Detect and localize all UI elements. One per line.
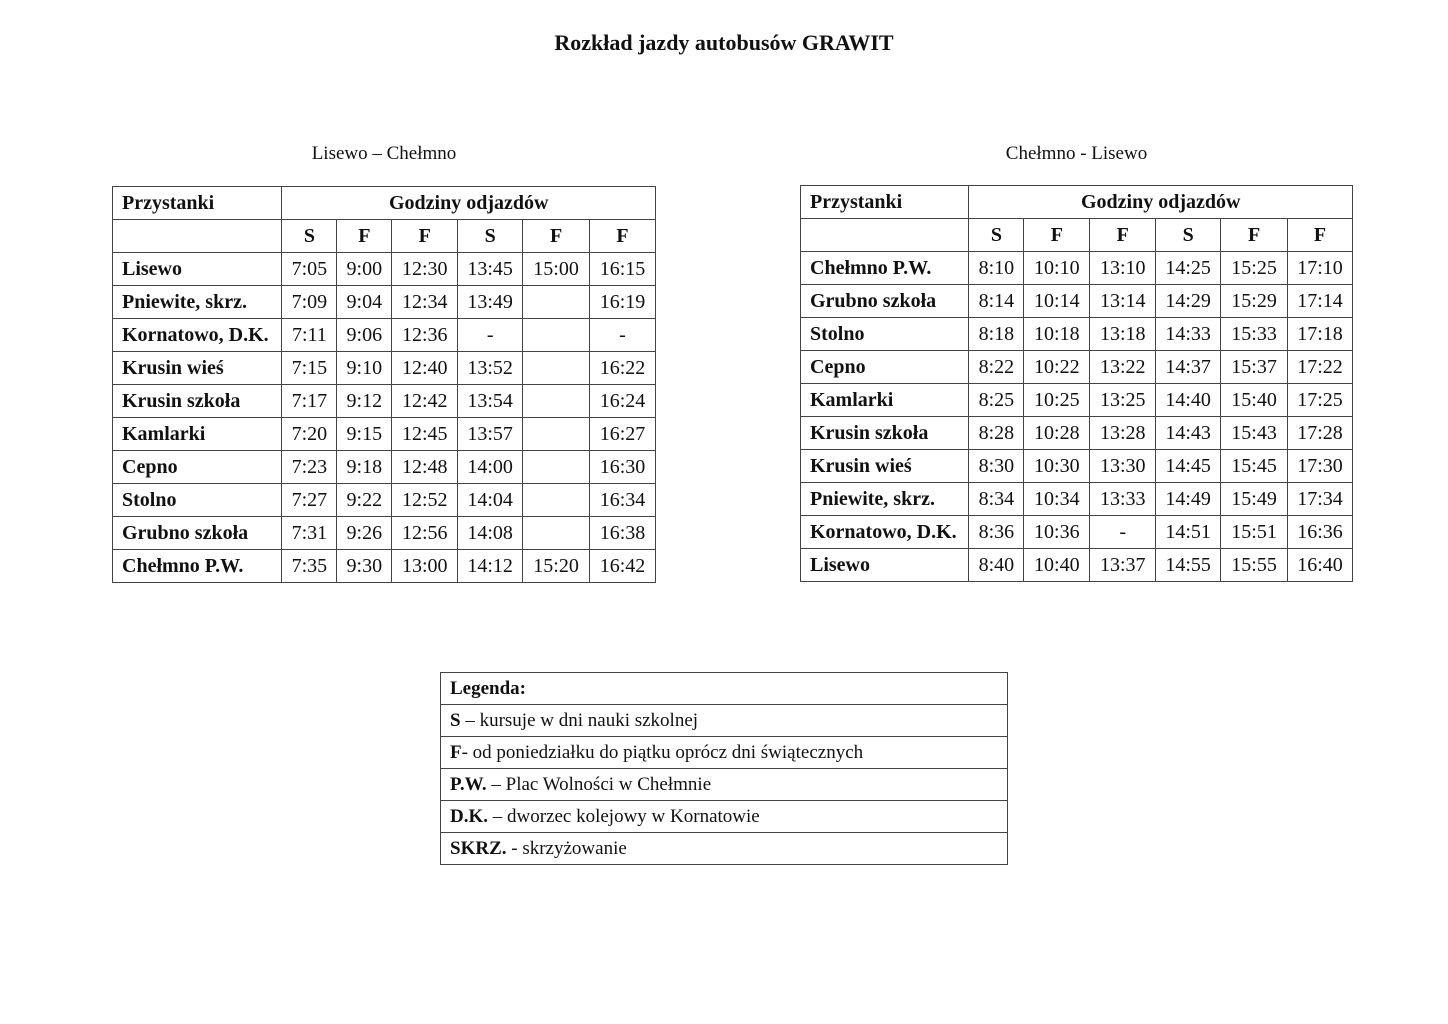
departure-time: 15:33 [1221,318,1288,351]
stop-name: Chełmno P.W. [801,252,969,285]
stop-row [801,483,1353,516]
departure-time: 7:09 [282,286,337,319]
stop-row [801,351,1353,384]
day-type-cell: S [1156,219,1221,252]
departure-time: 15:43 [1221,417,1288,450]
departure-time: 7:27 [282,484,337,517]
departure-time: 16:24 [590,385,656,418]
departure-time: 10:22 [1024,351,1090,384]
departure-time: 9:12 [337,385,392,418]
legend-row [441,737,1008,769]
departure-time: 13:00 [392,550,458,583]
day-type-cell: F [1024,219,1090,252]
departure-time: 12:30 [392,253,458,286]
stop-row [113,484,656,517]
timetable-chelmno-lisewo [800,185,1353,582]
departure-time: 17:18 [1288,318,1353,351]
departure-time [523,319,590,352]
header-row [801,186,1353,219]
stop-name: Kamlarki [801,384,969,417]
departure-time: 12:34 [392,286,458,319]
departure-time: 8:28 [969,417,1024,450]
departure-time: 8:40 [969,549,1024,582]
stop-row [113,385,656,418]
departure-time: 13:22 [1090,351,1156,384]
departure-time: 13:30 [1090,450,1156,483]
day-type-cell: S [458,220,523,253]
departure-time: 10:28 [1024,417,1090,450]
day-type-cell: S [282,220,337,253]
legend-heading-row [441,673,1008,705]
departure-time: 10:14 [1024,285,1090,318]
stop-row [113,550,656,583]
day-type-cell: F [590,220,656,253]
departure-time: 13:18 [1090,318,1156,351]
departure-time: 13:54 [458,385,523,418]
departure-time: 9:26 [337,517,392,550]
departure-time: 13:14 [1090,285,1156,318]
legend-row [441,769,1008,801]
route-title-chelmno-lisewo: Chełmno - Lisewo [1005,143,1148,164]
stop-name: Lisewo [801,549,969,582]
stop-row [801,450,1353,483]
stop-name: Stolno [801,318,969,351]
legend-text: - skrzyżowanie [506,837,627,859]
departure-time: 8:18 [969,318,1024,351]
day-type-cell: F [1090,219,1156,252]
departure-time: 14:12 [458,550,523,583]
departure-time: 17:25 [1288,384,1353,417]
departure-time: - [458,319,523,352]
departure-time: 14:37 [1156,351,1221,384]
departure-time: 15:25 [1221,252,1288,285]
departure-time: 16:27 [590,418,656,451]
stop-row [801,417,1353,450]
departure-time: 9:22 [337,484,392,517]
departure-time: 13:52 [458,352,523,385]
departure-time: 13:33 [1090,483,1156,516]
departure-time: 7:11 [282,319,337,352]
departure-time: 15:20 [523,550,590,583]
departure-time: 17:14 [1288,285,1353,318]
header-stops: Przystanki [801,186,969,219]
departure-time: 10:25 [1024,384,1090,417]
departure-time: 9:10 [337,352,392,385]
departure-time: 7:15 [282,352,337,385]
departure-time: 15:37 [1221,351,1288,384]
departure-time: 17:28 [1288,417,1353,450]
departure-time: 12:36 [392,319,458,352]
departure-time: 16:40 [1288,549,1353,582]
departure-time: 12:56 [392,517,458,550]
departure-time: 16:30 [590,451,656,484]
stop-name: Krusin szkoła [801,417,969,450]
empty-cell [113,220,282,253]
departure-time: 17:30 [1288,450,1353,483]
day-type-row [801,219,1353,252]
departure-time: 7:05 [282,253,337,286]
departure-time [523,517,590,550]
stop-name: Grubno szkoła [113,517,282,550]
departure-time: 14:04 [458,484,523,517]
departure-time: 16:34 [590,484,656,517]
departure-time: 8:14 [969,285,1024,318]
stop-name: Pniewite, skrz. [801,483,969,516]
departure-time: 14:29 [1156,285,1221,318]
legend-abbr: S [450,709,461,731]
day-type-cell: F [1288,219,1353,252]
departure-time: 14:08 [458,517,523,550]
stop-row [113,418,656,451]
departure-time: 12:52 [392,484,458,517]
departure-time: 14:33 [1156,318,1221,351]
header-row [113,187,656,220]
departure-time: 14:49 [1156,483,1221,516]
departure-time: 14:40 [1156,384,1221,417]
legend-text: - od poniedziałku do piątku oprócz dni świątecznych [461,741,864,763]
departure-time: 16:42 [590,550,656,583]
departure-time [523,352,590,385]
legend-abbr: SKRZ. [450,837,507,859]
stop-name: Grubno szkoła [801,285,969,318]
departure-time: 13:57 [458,418,523,451]
header-stops: Przystanki [113,187,282,220]
departure-time: 8:34 [969,483,1024,516]
departure-time: 15:55 [1221,549,1288,582]
departure-time: 14:55 [1156,549,1221,582]
timetable-lisewo-chelmno [112,186,656,583]
departure-time: 16:15 [590,253,656,286]
departure-time: 9:00 [337,253,392,286]
stop-name: Kornatowo, D.K. [801,516,969,549]
day-type-cell: F [523,220,590,253]
departure-time: 17:34 [1288,483,1353,516]
departure-time [523,385,590,418]
departure-time: 15:49 [1221,483,1288,516]
departure-time: 7:20 [282,418,337,451]
departure-time: 14:45 [1156,450,1221,483]
legend-text: – kursuje w dni nauki szkolnej [460,709,699,731]
stop-name: Kornatowo, D.K. [113,319,282,352]
stop-row [801,549,1353,582]
legend-abbr: D.K. [450,805,488,827]
legend-heading: Legenda: [441,673,1008,705]
departure-time: 14:51 [1156,516,1221,549]
stop-row [801,384,1353,417]
departure-time: 7:17 [282,385,337,418]
departure-time: 14:25 [1156,252,1221,285]
departure-time: 8:10 [969,252,1024,285]
departure-time: 12:45 [392,418,458,451]
stop-row [801,252,1353,285]
departure-time [523,418,590,451]
departure-time: 10:10 [1024,252,1090,285]
stop-name: Krusin wieś [113,352,282,385]
stop-row [113,352,656,385]
route-title-lisewo-chelmno: Lisewo – Chełmno [311,143,457,164]
departure-time [523,484,590,517]
departure-time: 8:22 [969,351,1024,384]
stop-name: Kamlarki [113,418,282,451]
stop-name: Stolno [113,484,282,517]
departure-time: 13:10 [1090,252,1156,285]
day-type-row [113,220,656,253]
departure-time: 17:22 [1288,351,1353,384]
departure-time: 8:30 [969,450,1024,483]
departure-time: - [590,319,656,352]
day-type-cell: F [337,220,392,253]
stop-name: Lisewo [113,253,282,286]
departure-time: 7:35 [282,550,337,583]
legend-abbr: F [450,741,462,763]
departure-time [523,286,590,319]
departure-time: 13:25 [1090,384,1156,417]
header-departures: Godziny odjazdów [969,186,1353,219]
stop-row [113,517,656,550]
departure-time: 7:23 [282,451,337,484]
departure-time [523,451,590,484]
departure-time: 13:28 [1090,417,1156,450]
stop-name: Chełmno P.W. [113,550,282,583]
legend-abbr: P.W. [450,773,487,795]
departure-time: 16:36 [1288,516,1353,549]
departure-time: 12:42 [392,385,458,418]
legend-text: – Plac Wolności w Chełmnie [486,773,712,795]
day-type-cell: F [392,220,458,253]
day-type-cell: F [1221,219,1288,252]
departure-time: 13:45 [458,253,523,286]
departure-time: 12:48 [392,451,458,484]
stop-row [801,516,1353,549]
departure-time: 10:36 [1024,516,1090,549]
legend-row [441,705,1008,737]
stop-row [113,451,656,484]
departure-time: 9:15 [337,418,392,451]
departure-time: 10:30 [1024,450,1090,483]
stop-name: Cepno [801,351,969,384]
legend-text: – dworzec kolejowy w Kornatowie [488,805,760,827]
departure-time: 15:40 [1221,384,1288,417]
departure-time: - [1090,516,1156,549]
departure-time: 7:31 [282,517,337,550]
stop-row [113,253,656,286]
departure-time: 16:19 [590,286,656,319]
legend-table [440,672,1008,865]
document-title: Rozkład jazdy autobusów GRAWIT [554,30,894,55]
departure-time: 16:22 [590,352,656,385]
departure-time: 15:00 [523,253,590,286]
departure-time: 15:51 [1221,516,1288,549]
day-type-cell: S [969,219,1024,252]
stop-row [113,319,656,352]
departure-time: 10:40 [1024,549,1090,582]
departure-time: 16:38 [590,517,656,550]
stop-row [801,285,1353,318]
departure-time: 8:25 [969,384,1024,417]
departure-time: 9:30 [337,550,392,583]
departure-time: 15:45 [1221,450,1288,483]
empty-cell [801,219,969,252]
departure-time: 8:36 [969,516,1024,549]
stop-name: Krusin wieś [801,450,969,483]
legend-row [441,833,1008,865]
departure-time: 9:06 [337,319,392,352]
departure-time: 14:00 [458,451,523,484]
departure-time: 10:18 [1024,318,1090,351]
departure-time: 13:37 [1090,549,1156,582]
stop-name: Krusin szkoła [113,385,282,418]
stop-row [801,318,1353,351]
legend-row [441,801,1008,833]
departure-time: 15:29 [1221,285,1288,318]
header-departures: Godziny odjazdów [282,187,656,220]
departure-time: 13:49 [458,286,523,319]
departure-time: 14:43 [1156,417,1221,450]
departure-time: 9:04 [337,286,392,319]
stop-name: Cepno [113,451,282,484]
departure-time: 12:40 [392,352,458,385]
departure-time: 17:10 [1288,252,1353,285]
stop-name: Pniewite, skrz. [113,286,282,319]
departure-time: 10:34 [1024,483,1090,516]
departure-time: 9:18 [337,451,392,484]
stop-row [113,286,656,319]
